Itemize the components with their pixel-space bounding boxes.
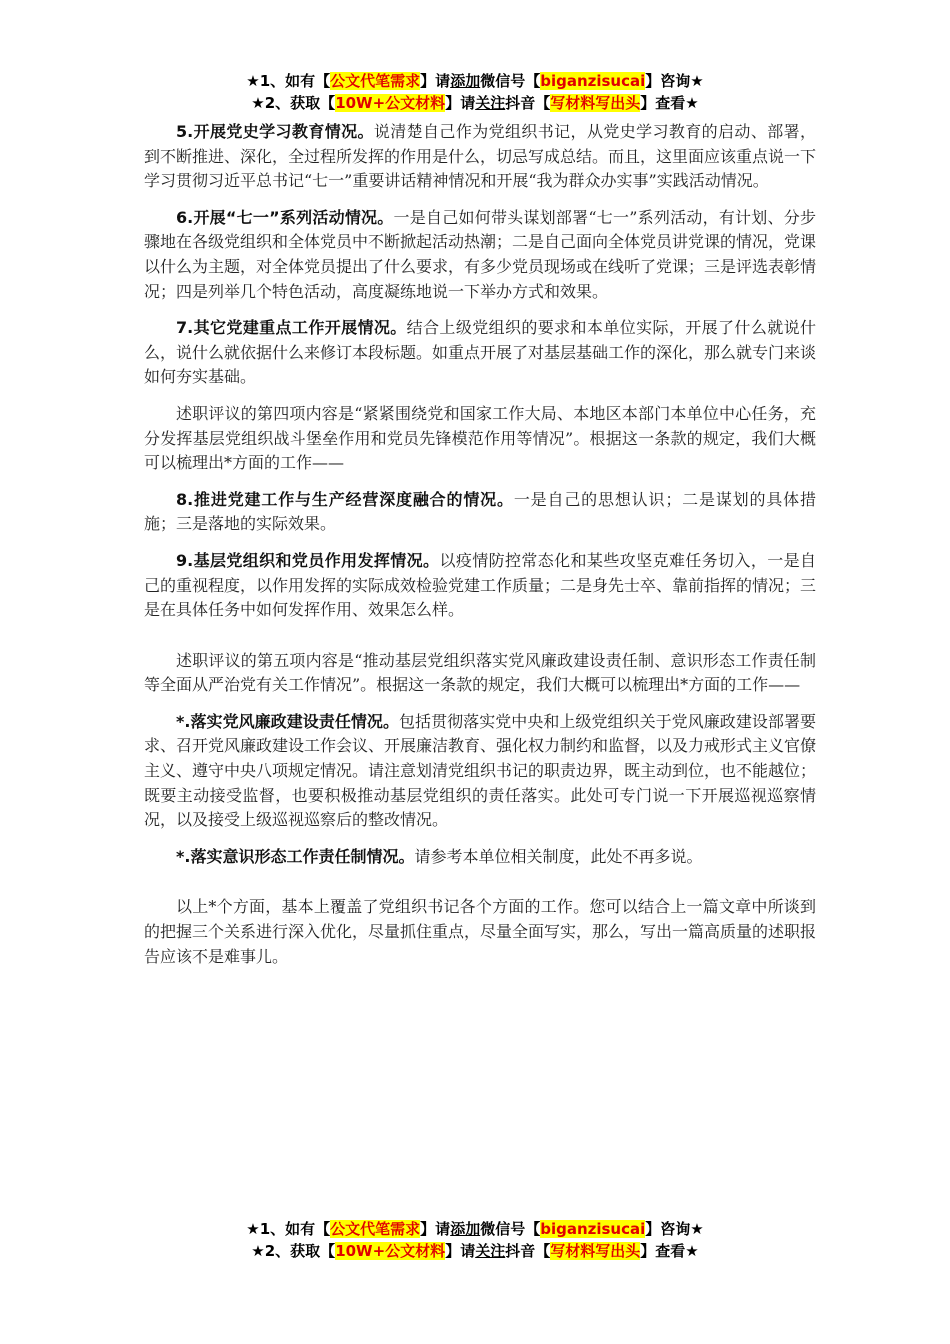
wechat-id: biganzisucai [540, 1220, 646, 1238]
wechat-id: biganzisucai [540, 72, 646, 90]
paragraph-section-4: 述职评议的第四项内容是“紧紧围绕党和国家工作大局、本地区本部门本单位中心任务，充分发挥基层党组织战斗堡垒作用和党员先锋模范作用等情况”。根据这一条款的规定，我们大概可以梳理出*方面的工作—— [144, 403, 816, 473]
douyin-id: 写材料写出头 [550, 94, 641, 112]
paragraph-7: 7.其它党建重点工作开展情况。结合上级党组织的要求和本单位实际，开展了什么就说什么，说什么就依据什么来修订本段标题。如重点开展了对基层基础工作的深化，那么就专门来谈如何夯实基础。 [144, 318, 817, 387]
highlight-text: 10W+公文材料 [335, 1242, 446, 1260]
banner-line-1: ★1、如有【公文代笔需求】请添加微信号【biganzisucai】咨询★ [246, 72, 704, 90]
highlight-text: 公文代笔需求 [330, 1220, 421, 1238]
top-banner [0, 70, 950, 114]
paragraph-ideology: *.落实意识形态工作责任制情况。请参考本单位相关制度，此处不再多说。 [176, 846, 703, 866]
paragraph-9: 9.基层党组织和党员作用发挥情况。以疫情防控常态化和某些攻坚克难任务切入，一是自己的重视程度，以作用发挥的实际成效检验党建工作质量；二是身先士卒、靠前指挥的情况；三是在具体任务中如何发挥作用、效果怎么样。 [144, 550, 817, 620]
spacer [144, 881, 816, 895]
banner-line-2: ★2、获取【10W+公文材料】请关注抖音【写材料写出头】查看★ [251, 1242, 699, 1260]
paragraph-section-5: 述职评议的第五项内容是“推动基层党组织落实党风廉政建设责任制、意识形态工作责任制等全面从严治党有关工作情况”。根据这一条款的规定，我们大概可以梳理出*方面的工作—— [144, 650, 816, 695]
bottom-banner [0, 1218, 950, 1262]
paragraph-5: 5.开展党史学习教育情况。说清楚自己作为党组织书记，从党史学习教育的启动、部署，到不断推进、深化，全过程所发挥的作用是什么，切忌写成总结。而且，这里面应该重点说一下学习贯彻习近平总书记“七一”重要讲话精神情况和开展“我为群众办实事”实践活动情况。 [144, 122, 817, 191]
paragraph-6: 6.开展“七一”系列活动情况。一是自己如何带头谋划部署“七一”系列活动，有计划、分步骤地在各级党组织和全体党员中不断掀起活动热潮；二是自己面向全体党员讲党课的情况，党课以什么为主题，对全体党员提出了什么要求，有多少党员现场或在线听了党课；三是评选表彰情况；四是列举几个特色活动，高度凝练地说一下举办方式和效果。 [144, 207, 817, 301]
paragraph-conclusion: 以上*个方面，基本上覆盖了党组织书记各个方面的工作。您可以结合上一篇文章中所谈到的把握三个关系进行深入优化，尽量抓住重点，尽量全面写实，那么，写出一篇高质量的述职报告应该不是难事儿。 [144, 897, 817, 966]
highlight-text: 10W+公文材料 [335, 94, 446, 112]
document-body [144, 120, 816, 981]
highlight-text: 公文代笔需求 [330, 72, 421, 90]
paragraph-anti-corruption: *.落实党风廉政建设责任情况。包括贯彻落实党中央和上级党组织关于党风廉政建设部署要求、召开党风廉政建设工作会议、开展廉洁教育、强化权力制约和监督，以及力戒形式主义官僚主义、遵守中央八项规定情况。请注意划清党组织书记的职责边界，既主动到位，也不能越位；既要主动接受监督，也要积极推动基层党组织的责任落实。此处可专门说一下开展巡视巡察情况，以及接受上级巡视巡察后的整改情况。 [144, 711, 817, 830]
paragraph-8: 8.推进党建工作与生产经营深度融合的情况。一是自己的思想认识；二是谋划的具体措施；三是落地的实际效果。 [144, 489, 816, 534]
douyin-id: 写材料写出头 [550, 1242, 641, 1260]
banner-line-2: ★2、获取【10W+公文材料】请关注抖音【写材料写出头】查看★ [251, 94, 699, 112]
spacer [144, 635, 816, 649]
banner-line-1: ★1、如有【公文代笔需求】请添加微信号【biganzisucai】咨询★ [246, 1220, 704, 1238]
